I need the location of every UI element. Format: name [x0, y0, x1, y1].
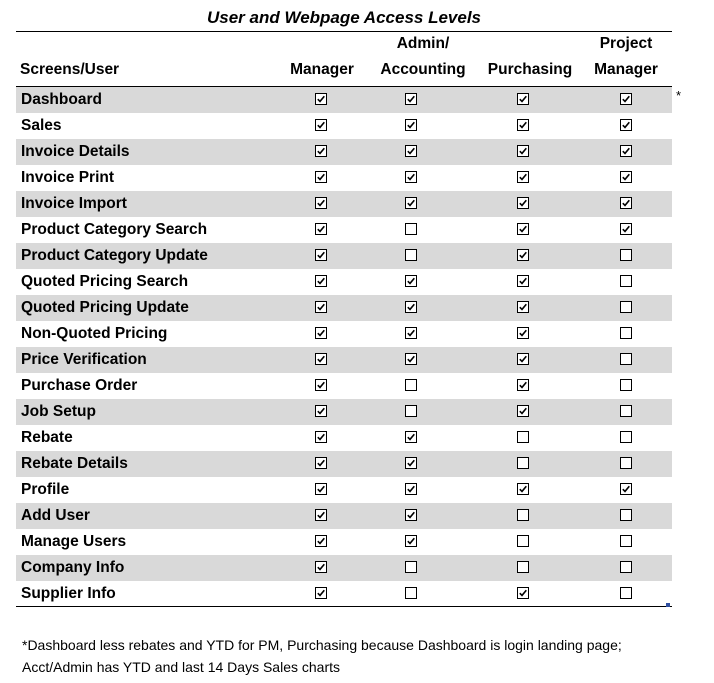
checkbox-manager[interactable] [315, 223, 327, 235]
checkbox-manager[interactable] [315, 119, 327, 131]
checkbox-admin-accounting[interactable] [405, 457, 417, 469]
checkbox-admin-accounting[interactable] [405, 301, 417, 313]
checkbox-project-manager[interactable] [620, 405, 632, 417]
table-row [16, 87, 672, 113]
checkbox-purchasing[interactable] [517, 353, 529, 365]
checkbox-admin-accounting[interactable] [405, 483, 417, 495]
checkbox-admin-accounting[interactable] [405, 249, 417, 261]
checkbox-project-manager[interactable] [620, 327, 632, 339]
checkbox-admin-accounting[interactable] [405, 275, 417, 287]
check-icon [519, 225, 527, 233]
checkbox-manager[interactable] [315, 93, 327, 105]
checkbox-purchasing[interactable] [517, 197, 529, 209]
check-icon [317, 251, 325, 259]
checkbox-admin-accounting[interactable] [405, 379, 417, 391]
check-icon [407, 173, 415, 181]
check-icon [519, 355, 527, 363]
row-label: Profile [21, 481, 70, 498]
checkbox-purchasing[interactable] [517, 379, 529, 391]
checkbox-manager[interactable] [315, 535, 327, 547]
check-icon [407, 147, 415, 155]
checkbox-purchasing[interactable] [517, 405, 529, 417]
check-icon [317, 225, 325, 233]
check-icon [317, 277, 325, 285]
checkbox-project-manager[interactable] [620, 145, 632, 157]
check-icon [317, 563, 325, 571]
check-icon [519, 277, 527, 285]
check-icon [622, 173, 630, 181]
checkbox-manager[interactable] [315, 171, 327, 183]
checkbox-project-manager[interactable] [620, 275, 632, 287]
table-row [16, 113, 672, 139]
check-icon [519, 173, 527, 181]
checkbox-manager[interactable] [315, 457, 327, 469]
header-manager-line2: Manager [290, 61, 354, 78]
checkbox-manager[interactable] [315, 353, 327, 365]
footnote-line-1: *Dashboard less rebates and YTD for PM, Purchasing because Dashboard is login landing page; [22, 637, 622, 653]
check-icon [622, 121, 630, 129]
check-icon [317, 459, 325, 467]
checkbox-manager[interactable] [315, 301, 327, 313]
access-table-body [16, 87, 672, 607]
header-admin-accounting-line2: Accounting [380, 61, 466, 78]
check-icon [407, 537, 415, 545]
row-label: Company Info [21, 559, 125, 576]
checkbox-admin-accounting[interactable] [405, 353, 417, 365]
table-row [16, 529, 672, 555]
checkbox-manager[interactable] [315, 275, 327, 287]
table-row [16, 503, 672, 529]
check-icon [519, 147, 527, 155]
checkbox-purchasing[interactable] [517, 93, 529, 105]
checkbox-project-manager[interactable] [620, 535, 632, 547]
check-icon [317, 433, 325, 441]
check-icon [407, 329, 415, 337]
check-icon [519, 121, 527, 129]
check-icon [407, 459, 415, 467]
check-icon [407, 355, 415, 363]
footnote [22, 634, 702, 678]
check-icon [407, 199, 415, 207]
dashboard-asterisk: * [676, 88, 682, 103]
check-icon [519, 407, 527, 415]
check-icon [317, 121, 325, 129]
check-icon [519, 381, 527, 389]
check-icon [317, 95, 325, 103]
table-row [16, 295, 672, 321]
check-icon [622, 199, 630, 207]
checkbox-manager[interactable] [315, 145, 327, 157]
checkbox-project-manager[interactable] [620, 197, 632, 209]
checkbox-manager[interactable] [315, 197, 327, 209]
header-manager [284, 57, 360, 83]
check-icon [317, 485, 325, 493]
checkbox-purchasing[interactable] [517, 301, 529, 313]
checkbox-purchasing[interactable] [517, 327, 529, 339]
page-title: User and Webpage Access Levels [206, 8, 482, 27]
checkbox-manager[interactable] [315, 509, 327, 521]
check-icon [407, 95, 415, 103]
checkbox-admin-accounting[interactable] [405, 171, 417, 183]
checkbox-purchasing[interactable] [517, 431, 529, 443]
check-icon [317, 407, 325, 415]
checkbox-admin-accounting[interactable] [405, 509, 417, 521]
check-icon [622, 147, 630, 155]
checkbox-admin-accounting[interactable] [405, 535, 417, 547]
check-icon [407, 433, 415, 441]
checkbox-manager[interactable] [315, 379, 327, 391]
check-icon [519, 485, 527, 493]
table-row [16, 217, 672, 243]
checkbox-purchasing[interactable] [517, 535, 529, 547]
table-row [16, 399, 672, 425]
checkbox-purchasing[interactable] [517, 145, 529, 157]
checkbox-project-manager[interactable] [620, 431, 632, 443]
checkbox-purchasing[interactable] [517, 561, 529, 573]
checkbox-admin-accounting[interactable] [405, 119, 417, 131]
checkbox-project-manager[interactable] [620, 93, 632, 105]
row-label: Quoted Pricing Update [21, 299, 189, 316]
checkbox-admin-accounting[interactable] [405, 561, 417, 573]
check-icon [407, 121, 415, 129]
check-icon [317, 329, 325, 337]
checkbox-manager[interactable] [315, 249, 327, 261]
checkbox-admin-accounting[interactable] [405, 405, 417, 417]
check-icon [519, 303, 527, 311]
table-row [16, 165, 672, 191]
row-label: Invoice Details [21, 143, 130, 160]
table-row [16, 425, 672, 451]
check-icon [622, 225, 630, 233]
checkbox-purchasing[interactable] [517, 457, 529, 469]
check-icon [317, 511, 325, 519]
checkbox-project-manager[interactable] [620, 301, 632, 313]
row-label: Rebate [21, 429, 73, 446]
row-label: Job Setup [21, 403, 96, 420]
check-icon [407, 511, 415, 519]
checkbox-admin-accounting[interactable] [405, 93, 417, 105]
row-label: Quoted Pricing Search [21, 273, 189, 290]
checkbox-admin-accounting[interactable] [405, 431, 417, 443]
checkbox-manager[interactable] [315, 405, 327, 417]
checkbox-purchasing[interactable] [517, 223, 529, 235]
checkbox-purchasing[interactable] [517, 587, 529, 599]
header-admin-accounting-line1: Admin/ [396, 35, 450, 52]
check-icon [519, 329, 527, 337]
checkbox-manager[interactable] [315, 561, 327, 573]
check-icon [317, 173, 325, 181]
table-row [16, 243, 672, 269]
check-icon [519, 251, 527, 259]
check-icon [519, 589, 527, 597]
checkbox-purchasing[interactable] [517, 249, 529, 261]
checkbox-project-manager[interactable] [620, 249, 632, 261]
check-icon [622, 95, 630, 103]
row-label: Purchase Order [21, 377, 138, 394]
checkbox-manager[interactable] [315, 483, 327, 495]
check-icon [519, 95, 527, 103]
checkbox-project-manager[interactable] [620, 509, 632, 521]
header-purchasing-line2: Purchasing [487, 61, 573, 78]
checkbox-purchasing[interactable] [517, 509, 529, 521]
check-icon [317, 537, 325, 545]
check-icon [317, 199, 325, 207]
header-project-manager [586, 31, 666, 83]
table-row [16, 555, 672, 581]
bottom-divider [16, 606, 672, 607]
row-label: Invoice Import [21, 195, 127, 212]
check-icon [317, 355, 325, 363]
header-purchasing [485, 57, 575, 83]
check-icon [317, 147, 325, 155]
check-icon [317, 303, 325, 311]
row-label: Invoice Print [21, 169, 115, 186]
row-label: Product Category Search [21, 221, 208, 238]
checkbox-project-manager[interactable] [620, 119, 632, 131]
table-row [16, 347, 672, 373]
checkbox-project-manager[interactable] [620, 587, 632, 599]
table-row [16, 373, 672, 399]
header-admin-accounting [372, 31, 474, 83]
checkbox-project-manager[interactable] [620, 353, 632, 365]
check-icon [622, 485, 630, 493]
checkbox-manager[interactable] [315, 587, 327, 599]
checkbox-project-manager[interactable] [620, 223, 632, 235]
row-label: Sales [21, 117, 62, 134]
checkbox-project-manager[interactable] [620, 561, 632, 573]
header-project-manager-line2: Manager [594, 61, 658, 78]
checkbox-project-manager[interactable] [620, 171, 632, 183]
row-label: Supplier Info [21, 585, 116, 602]
row-label: Product Category Update [21, 247, 208, 264]
header-project-manager-line1: Project [599, 35, 653, 52]
row-label: Manage Users [21, 533, 127, 550]
check-icon [407, 485, 415, 493]
check-icon [519, 199, 527, 207]
table-row [16, 451, 672, 477]
row-label: Non-Quoted Pricing [21, 325, 168, 342]
checkbox-project-manager[interactable] [620, 483, 632, 495]
table-row [16, 581, 672, 607]
table-header [16, 32, 672, 86]
checkbox-admin-accounting[interactable] [405, 223, 417, 235]
checkbox-purchasing[interactable] [517, 275, 529, 287]
table-row [16, 321, 672, 347]
row-label: Rebate Details [21, 455, 128, 472]
header-screens-user: Screens/User [20, 61, 120, 78]
check-icon [317, 589, 325, 597]
checkbox-admin-accounting[interactable] [405, 327, 417, 339]
row-label: Dashboard [21, 91, 102, 108]
checkbox-purchasing[interactable] [517, 171, 529, 183]
footnote-line-2: Acct/Admin has YTD and last 14 Days Sales charts [22, 659, 340, 675]
checkbox-project-manager[interactable] [620, 457, 632, 469]
row-label: Price Verification [21, 351, 147, 368]
checkbox-admin-accounting[interactable] [405, 587, 417, 599]
row-label: Add User [21, 507, 90, 524]
table-row [16, 477, 672, 503]
table-row [16, 269, 672, 295]
checkbox-manager[interactable] [315, 327, 327, 339]
checkbox-purchasing[interactable] [517, 483, 529, 495]
table-row [16, 139, 672, 165]
checkbox-purchasing[interactable] [517, 119, 529, 131]
checkbox-project-manager[interactable] [620, 379, 632, 391]
resize-handle [666, 603, 670, 607]
check-icon [407, 277, 415, 285]
table-row [16, 191, 672, 217]
checkbox-admin-accounting[interactable] [405, 197, 417, 209]
check-icon [317, 381, 325, 389]
checkbox-manager[interactable] [315, 431, 327, 443]
checkbox-admin-accounting[interactable] [405, 145, 417, 157]
check-icon [407, 303, 415, 311]
